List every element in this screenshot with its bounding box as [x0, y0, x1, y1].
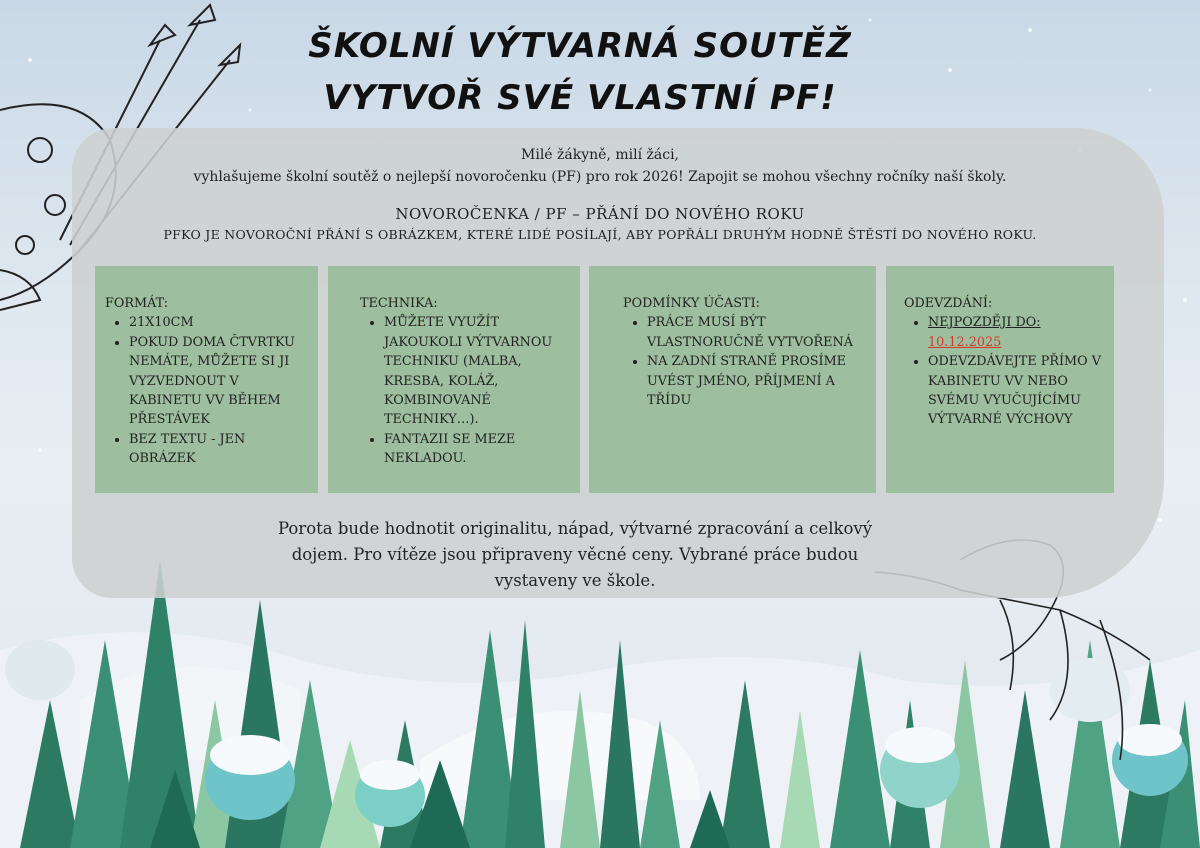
list-item: • FANTAZII SE MEZE NEKLADOU. — [384, 430, 570, 469]
list-item: • ODEVZDÁVEJTE PŘÍMO V KABINETU VV NEBO SVÉMU VYUČUJÍCÍMU VÝTVARNÉ VÝCHOVY — [928, 352, 1104, 430]
format-list — [105, 313, 308, 468]
submission-list — [904, 313, 1104, 429]
list-item: • PRÁCE MUSÍ BÝT VLASTNORUČNĚ VYTVOŘENÁ — [647, 313, 866, 352]
deadline-label: NEJPOZDĚJI DO: — [928, 315, 1041, 331]
closing-text: Porota bude hodnotit originalitu, nápad, výtvarné zpracování a celkový dojem. Pro vítěze jsou připraveny věcné ceny. Vybrané práce budou vystaveny ve škole. — [277, 519, 873, 590]
list-item: • NA ZADNÍ STRANĚ PROSÍME UVÉST JMÉNO, PŘÍJMENÍ A TŘÍDU — [647, 352, 866, 410]
page-title-line1: ŠKOLNÍ VÝTVARNÁ SOUTĚŽ — [308, 26, 852, 66]
page-title-line2: VYTVOŘ SVÉ VLASTNÍ PF! — [323, 78, 837, 118]
format-box — [95, 266, 318, 493]
definition-text: PFKO JE NOVOROČNÍ PŘÁNÍ S OBRÁZKEM, KTERÉ LIDÉ POSÍLAJÍ, ABY POPŘÁLI DRUHÝM HODNĚ ŠTĚSTÍ DO NOVÉHO ROKU. — [163, 227, 1037, 242]
deadline-item — [928, 313, 1104, 352]
announcement: vyhlašujeme školní soutěž o nejlepší novoročenku (PF) pro rok 2026! Zapojit se mohou všechny ročníky naší školy. — [193, 169, 1007, 185]
conditions-box — [589, 266, 876, 493]
list-item: • BEZ TEXTU - JEN OBRÁZEK — [129, 430, 308, 469]
submission-heading: ODEVZDÁNÍ: — [904, 296, 993, 311]
section-heading: NOVOROČENKA / PF – PŘÁNÍ DO NOVÉHO ROKU — [395, 205, 805, 223]
technique-heading: TECHNIKA: — [360, 296, 438, 311]
submission-box — [886, 266, 1114, 493]
format-heading: FORMÁT: — [105, 296, 169, 311]
greeting: Milé žákyně, milí žáci, — [521, 147, 679, 163]
list-item: • POKUD DOMA ČTVRTKU NEMÁTE, MŮŽETE SI JI VYZVEDNOUT V KABINETU VV BĚHEM PŘESTÁVEK — [129, 333, 308, 430]
list-item: • MŮŽETE VYUŽÍT JAKOUKOLI VÝTVARNOU TECHNIKU (MALBA, KRESBA, KOLÁŽ, KOMBINOVANÉ TECHNIKY…). — [384, 313, 570, 429]
conditions-list — [623, 313, 866, 410]
deadline-date: 10.12.2025 — [928, 334, 1002, 350]
technique-box — [328, 266, 580, 493]
list-item: • 21X10CM — [129, 313, 308, 332]
conditions-heading: PODMÍNKY ÚČASTI: — [623, 296, 760, 311]
technique-list — [360, 313, 570, 468]
